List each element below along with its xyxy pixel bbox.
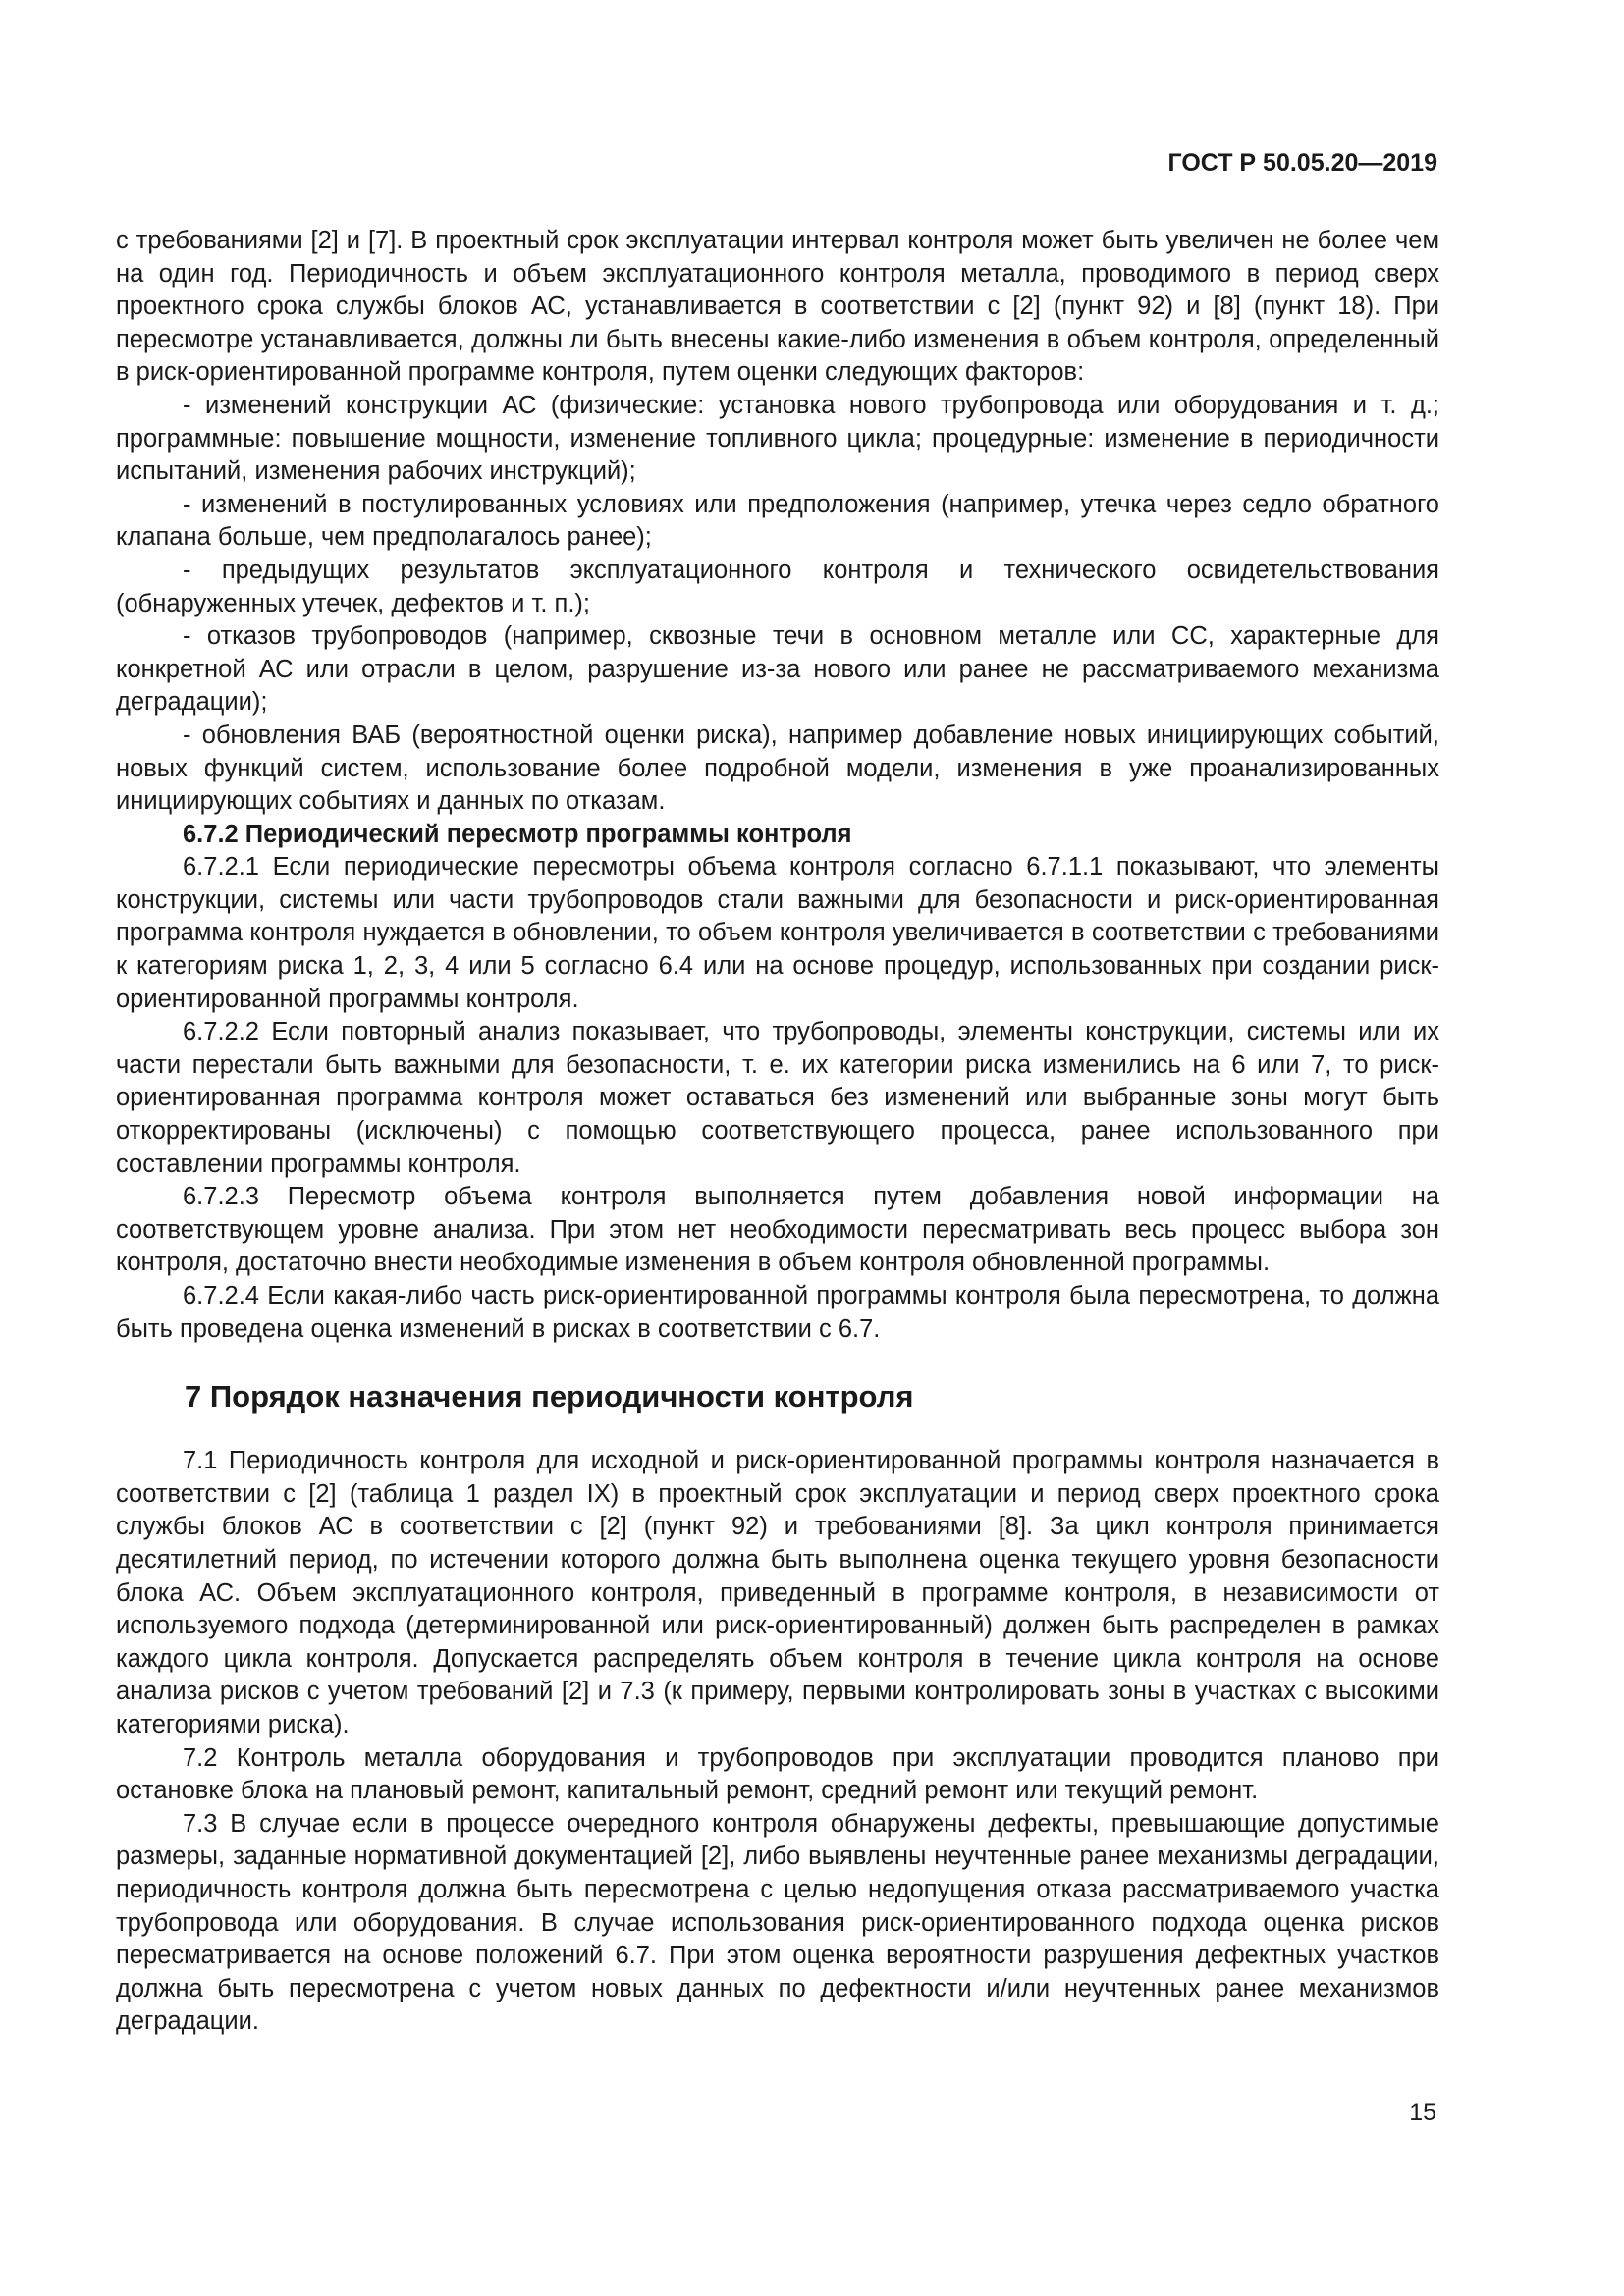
list-item-previous-results: - предыдущих результатов эксплуатационного контроля и технического освидетельствования (обнаруженных утечек, дефектов и т. п.);: [116, 556, 1439, 617]
list-item-postulated-conditions: - изменений в постулированных условиях или предположения (например, утечка через седло обратного клапана больше, чем предполагалось ранее);: [116, 490, 1439, 552]
document-code: ГОСТ Р 50.05.20—2019: [1167, 149, 1437, 177]
paragraph-continuation: с требованиями [2] и [7]. В проектный срок эксплуатации интервал контроля может быть увеличен не более чем на один год. Периодичность и объем эксплуатационного контроля металла, проводимого в период сверх проектного срока службы блоков АС, устанавливается в соответствии с [2] (пункт 92) и [8] (пункт 18). При пересмотре устанавливается, должны ли быть внесены какие-либо изменения в объем контроля, определенный в риск-ориентированной программе контроля, путем оценки следующих факторов:: [116, 227, 1439, 387]
paragraph-7-3: 7.3 В случае если в процессе очередного контроля обнаружены дефекты, превышающие допустимые размеры, заданные нормативной документацией [2], либо выявлены неучтенные ранее механизмы деградации, периодичность контроля должна быть пересмотрена с целью недопущения отказа рассматриваемого участка трубопровода или оборудования. В случае использования риск-ориентированного подхода оценка рисков пересматривается на основе положений 6.7. При этом оценка вероятности разрушения дефектных участков должна быть пересмотрена с учетом новых данных по дефектности и/или неучтенных ранее механизмов деградации.: [116, 1809, 1439, 2036]
paragraph-6-7-2-2: 6.7.2.2 Если повторный анализ показывает, что трубопроводы, элементы конструкции, системы или их части перестали быть важными для безопасности, т. е. их категории риска изменились на 6 или 7, то риск-ориентированная программа контроля может оставаться без изменений или выбранные зоны могут быть откорректированы (исключены) с помощью соответствующего процесса, ранее использованного при составлении программы контроля.: [116, 1018, 1439, 1178]
list-item-design-changes: - изменений конструкции АС (физические: установка нового трубопровода или оборудования и т. д.; программные: повышение мощности, изменение топливного цикла; процедурные: изменение в периодичности испытаний, изменения рабочих инструкций);: [116, 391, 1439, 486]
page-number: 15: [1409, 2099, 1436, 2126]
subsection-heading-6-7-2: 6.7.2 Периодический пересмотр программы контроля: [183, 820, 852, 848]
paragraph-7-2: 7.2 Контроль металла оборудования и трубопроводов при эксплуатации проводится планово при остановке блока на плановый ремонт, капитальный ремонт, средний ремонт или текущий ремонт.: [116, 1743, 1439, 1805]
paragraph-7-1: 7.1 Периодичность контроля для исходной и риск-ориентированной программы контроля назначается в соответствии с [2] (таблица 1 раздел IX) в проектный срок эксплуатации и период сверх проектного срока службы блоков АС в соответствии с [2] (пункт 92) и требованиями [8]. За цикл контроля принимается десятилетний период, по истечении которого должна быть выполнена оценка текущего уровня безопасности блока АС. Объем эксплуатационного контроля, приведенный в программе контроля, в независимости от используемого подхода (детерминированной или риск-ориентированный) должен быть распределен в рамках каждого цикла контроля. Допускается распределять объем контроля в течение цикла контроля на основе анализа рисков с учетом требований [2] и 7.3 (к примеру, первыми контролировать зоны в участках с высокими категориями риска).: [116, 1447, 1439, 1738]
list-item-vab-update: - обновления ВАБ (вероятностной оценки риска), например добавление новых инициирующих событий, новых функций систем, использование более подробной модели, изменения в уже проанализированных инициирующих событиях и данных по отказам.: [116, 721, 1439, 816]
list-item-pipeline-failures: - отказов трубопроводов (например, сквозные течи в основном металле или СС, характерные для конкретной АС или отрасли в целом, разрушение из-за нового или ранее не рассматриваемого механизма деградации);: [116, 622, 1439, 717]
paragraph-6-7-2-1: 6.7.2.1 Если периодические пересмотры объема контроля согласно 6.7.1.1 показывают, что элементы конструкции, системы или части трубопроводов стали важными для безопасности и риск-ориентированная программа контроля нуждается в обновлении, то объем контроля увеличивается в соответствии с требованиями к категориям риска 1, 2, 3, 4 или 5 согласно 6.4 или на основе процедур, использованных при создании риск-ориентированной программы контроля.: [116, 853, 1439, 1013]
document-body: [116, 225, 1439, 2039]
paragraph-6-7-2-4: 6.7.2.4 Если какая-либо часть риск-ориентированной программы контроля была пересмотрена, то должна быть проведена оценка изменений в рисках в соответствии с 6.7.: [116, 1282, 1439, 1343]
section-heading-7: 7 Порядок назначения периодичности контроля: [185, 1379, 914, 1415]
paragraph-6-7-2-3: 6.7.2.3 Пересмотр объема контроля выполняется путем добавления новой информации на соответствующем уровне анализа. При этом нет необходимости пересматривать весь процесс выбора зон контроля, достаточно внести необходимые изменения в объем контроля обновленной программы.: [116, 1183, 1439, 1277]
